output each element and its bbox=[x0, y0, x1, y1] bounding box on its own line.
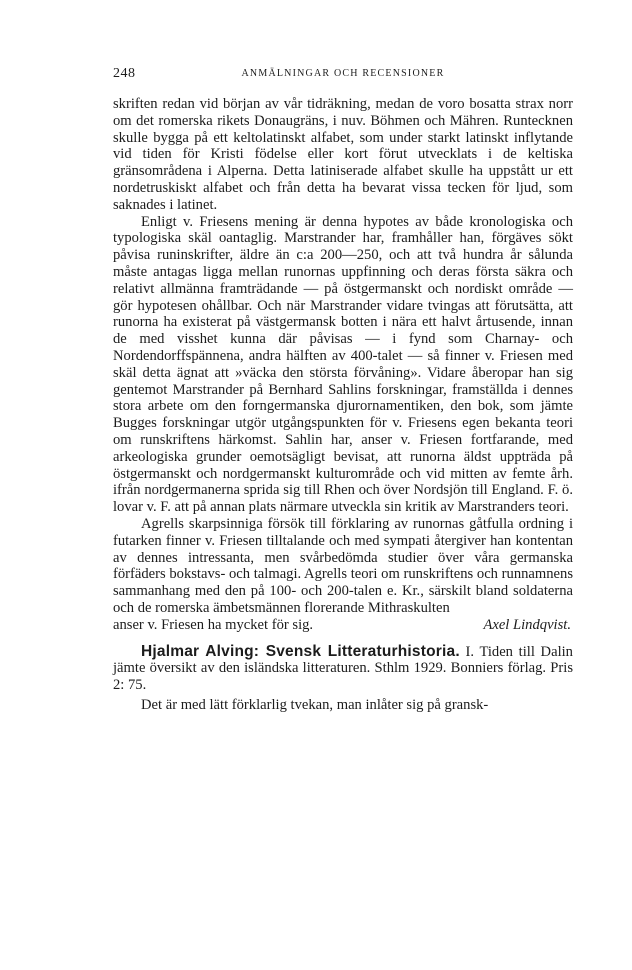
running-title: ANMÄLNINGAR OCH RECENSIONER bbox=[241, 68, 445, 79]
review-entry bbox=[113, 644, 573, 714]
closing-sentence: anser v. Friesen ha mycket för sig. bbox=[113, 616, 314, 633]
review-heading bbox=[113, 644, 573, 694]
review-author-title: Hjalmar Alving: Svensk Litteraturhistoria. bbox=[141, 642, 460, 660]
running-head bbox=[113, 66, 573, 86]
page-number: 248 bbox=[113, 66, 136, 81]
signature-line bbox=[113, 617, 573, 634]
reviewer-signature: Axel Lindqvist. bbox=[483, 616, 571, 633]
review-opening: Det är med lätt förklarlig tvekan, man inlåter sig på gransk- bbox=[141, 696, 489, 713]
review-publication-details: I. Tiden till Dalin jämte översikt av den isländska litteraturen. Sthlm 1929. Bonniers förlag. Pris 2: 75. bbox=[113, 643, 573, 694]
paragraph-friesen-opinion: Enligt v. Friesens mening är denna hypotes av både kronologiska och typologiska skäl oantaglig. Marstrander har, framhåller han, förgäves sökt påvisa runinskrifter, äldre än c:a 200—250, och att två hundra år sålunda måste antagas ligga mellan runornas uppfinning och deras första säkra och relativt allmänna framträdande — på östgermanskt och nordiskt område — gör hypotesen ohållbar. Och när Marstrander vidare tvingas att förutsätta, att runorna ha existerat på västgermansk botten i nära ett halvt årtusende, innan de med visshet kunna där påvisas — i fynd som Charnay- och Nordendorffspännena, andra hälften av 400-talet — så finner v. Friesen med skäl detta ägnat att »väcka den största förvåning». Vidare åberopar han sig gentemot Marstrander på Bernhard Sahlins forskningar, framställda i dennes stora arbete om den forngermanska djurornamentiken, den bok, som jämte Bugges forskningar utgör utgångspunkten för v. Friesens egen bekanta teori om runskriftens härkomst. Sahlin har, anser v. Friesen fortfarande, med arkeologiska grunder oemotsägligt bevisat, att runorna äldst uppträda på östgermanskt och nordgermanskt kulturområde och vid mitten av femte årh. ifrån nordgermanerna sprida sig till Rhen och över Nordsjön till England. F. ö. lovar v. F. att på annan plats närmare utveckla sin kritik av Marstranders teori. bbox=[113, 213, 573, 516]
body-text bbox=[113, 96, 573, 714]
paragraph-agrell: Agrells skarpsinniga försök till förklaring av runornas gåtfulla ordning i futarken finner v. Friesen tilltalande och med sympati återgiver han kontentan av dennes intressanta, men svårbedömda studier över våra germanska förfäders bokstavs- och talmagi. Agrells teori om runskriftens och runnamnens sammanhang med den på 100- och 200-talen e. Kr., särskilt bland soldaterna och de romerska ämbetsmännen florerande Mithraskulten bbox=[113, 515, 573, 616]
paragraph-continuation: skriften redan vid början av vår tidräkning, medan de voro bosatta strax norr om det romerska rikets Donaugräns, i nuv. Böhmen och Mähren. Runtecknen skulle bygga på ett keltolatinskt alfabet, som under starkt latinskt inflytande vid tiden för Kristi födelse eller kort förut utvecklats i de keltiska gränsområdena i Alperna. Detta latiniserade alfabet skulle ha uppstått ur ett nordetruskiskt alfabet och från detta ha bevarat vissa tecken för ljud, som saknades i latinet. bbox=[113, 96, 573, 213]
